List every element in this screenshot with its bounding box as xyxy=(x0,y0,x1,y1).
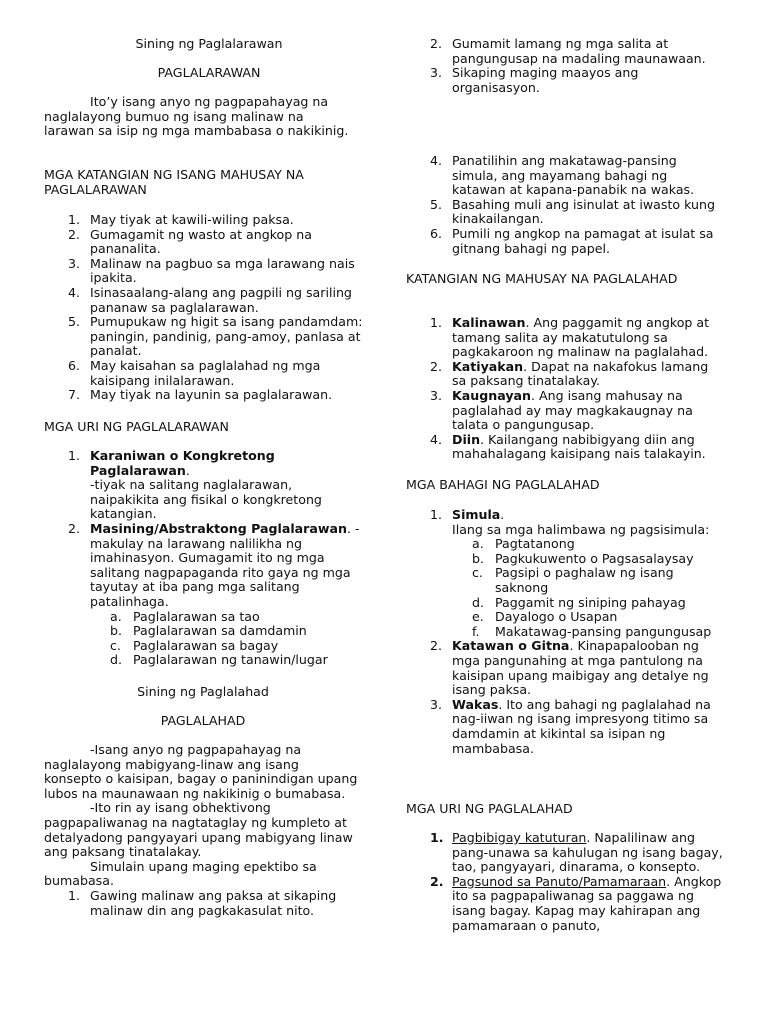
list-item: d. Paggamit ng siniping pahayag xyxy=(472,594,686,610)
title-sining-paglalahad: Sining ng Paglalahad xyxy=(137,684,269,699)
list-item: 4. Diin. Kailangang nabibigyang diin ang mahahalagang kaisipang nais talakayin. xyxy=(430,431,706,462)
heading-katangian-paglalarawan: MGA KATANGIAN NG ISANG MAHUSAY NA PAGLALARAWAN xyxy=(44,167,304,197)
list-item: 1. Kalinawan. Ang paggamit ng angkop at tamang salita ay makatutulong sa pagkakaroon ng malinaw na paglalahad. xyxy=(430,315,710,360)
list-item: 2. Katawan o Gitna. Kinapapalooban ng mga pangunahing at mga pantulong na kaisipan upang maibigay ang detalye ng isang paksa. xyxy=(430,638,709,698)
list-item: b. Pagkukuwento o Pagsasalaysay xyxy=(472,550,694,566)
paragraph: -Isang anyo ng pagpapahayag na naglalayong mabigyang-linaw ang isang konsepto o kaisipan, bagay o paninindigan upang lubos na maunawaan ng nakikinig o bumabasa. xyxy=(44,742,358,801)
bahagi-paglalahad-list xyxy=(406,508,726,756)
list-item: a. Pagtatanong xyxy=(472,536,575,552)
paragraph: Simulain upang maging epektibo sa bumabasa. xyxy=(44,858,317,889)
list-item: 2. Pagsunod sa Panuto/Pamamaraan. Angkop ito sa pagpapaliwanag sa paggawa ng isang bagay. Kapag may kahirapan ang pamamaraan o panuto, xyxy=(430,873,722,933)
simulain-list-cont-b xyxy=(406,154,724,256)
list-item: 1. Karaniwan o Kongkretong Paglalarawan. -tiyak na salitang naglalarawan, naipakikita ang fisikal o kongkretong katangian. xyxy=(68,448,322,522)
list-item: c. Paglalarawan sa bagay xyxy=(110,637,279,653)
heading-uri-paglalarawan: MGA URI NG PAGLALARAWAN xyxy=(44,419,229,434)
heading-katangian-paglalahad: KATANGIAN NG MAHUSAY NA PAGLALAHAD xyxy=(406,271,678,286)
list-item: 2. Masining/Abstraktong Paglalarawan. -makulay na larawang nalilikha ng imahinasyon. Gumagamit ito ng mga salitang nagpapaganda rito gaya ng mga tayutay at iba pang mga salitang patalinhaga. xyxy=(68,520,360,609)
list-item: 1. May tiyak at kawili-wiling paksa. xyxy=(68,212,294,227)
intro-paragraph: Ito’y isang anyo ng pagpapahayag na naglalayong bumuo ng isang malinaw na larawan sa isip ng mga mambabasa o nakikinig. xyxy=(44,94,349,139)
uri-paglalarawan-list xyxy=(44,449,362,668)
simulain-list-cont-a xyxy=(406,37,724,95)
list-item: 1. Gawing malinaw ang paksa at sikaping malinaw din ang pagkakasulat nito. xyxy=(68,887,337,918)
list-item: 1. Pagbibigay katuturan. Napalilinaw ang pang-unawa sa kahulugan ng isang bagay, tao, pangyayari, dinarama, o konsepto. xyxy=(430,830,723,875)
list-item: 3. Malinaw na pagbuo sa mga larawang nais ipakita. xyxy=(68,255,355,286)
katangian-list xyxy=(44,213,364,403)
list-item: 2. Katiyakan. Dapat na nakafokus lamang sa paksang tinatalakay. xyxy=(430,358,709,389)
heading-uri-paglalahad: MGA URI NG PAGLALAHAD xyxy=(406,801,573,816)
list-item: 1. Simula. Ilang sa mga halimbawa ng pagsisimula: xyxy=(430,507,710,537)
list-item: b. Paglalarawan sa damdamin xyxy=(110,623,307,639)
list-item: 6. May kaisahan sa paglalahad ng mga kaisipang inilalarawan. xyxy=(68,357,321,388)
list-item: 2. Gumagamit ng wasto at angkop na pananalita. xyxy=(68,226,312,257)
list-item: d. Paglalarawan ng tanawin/lugar xyxy=(110,652,328,668)
list-item: 4. Panatilihin ang makatawag-pansing simula, ang mayamang bahagi ng katawan at kapana-panabik na wakas. xyxy=(430,153,695,198)
list-item: 5. Basahing muli ang isinulat at iwasto kung kinakailangan. xyxy=(430,196,715,227)
list-item: f. Makatawag-pansing pangungusap xyxy=(472,623,712,639)
title-paglalarawan: PAGLALARAWAN xyxy=(157,65,261,80)
list-item: e. Dayalogo o Usapan xyxy=(472,609,618,625)
list-item: 7. May tiyak na layunin sa paglalarawan. xyxy=(68,387,333,403)
list-item: 3. Wakas. Ito ang bahagi ng paglalahad na nag-iiwan ng isang impresyong titimo sa damdamin at kikintal sa isipan ng mambabasa. xyxy=(430,696,711,756)
paragraph: -Ito rin ay isang obhektivong pagpapaliwanag na nagtataglay ng kumpleto at detalyadong pangyayari upang mabigyang linaw ang paksang tinatalakay. xyxy=(44,800,353,860)
title-sining-paglalarawan: Sining ng Paglalarawan xyxy=(135,36,283,51)
list-item: 5. Pumupukaw ng higit sa isang pandamdam: paningin, pandinig, pang-amoy, panlasa at panalat. xyxy=(68,314,363,359)
list-item: 4. Isinasaalang-alang ang pagpili ng sariling pananaw sa paglalarawan. xyxy=(68,284,352,315)
katangian-paglalahad-list xyxy=(406,316,726,462)
heading-bahagi-paglalahad: MGA BAHAGI NG PAGLALAHAD xyxy=(406,477,600,492)
paglalahad-body xyxy=(44,743,360,918)
list-item: 3. Sikaping maging maayos ang organisasyon. xyxy=(430,65,639,95)
list-item: a. Paglalarawan sa tao xyxy=(110,608,260,624)
list-item: 2. Gumamit lamang ng mga salita at pangungusap na madaling maunawaan. xyxy=(430,36,706,66)
title-paglalahad: PAGLALAHAD xyxy=(160,713,246,728)
list-item: 3. Kaugnayan. Ang isang mahusay na paglalahad ay may magkakaugnay na talata o pangungusap. xyxy=(430,387,693,433)
list-item: c. Pagsipi o paghalaw ng isang saknong xyxy=(472,565,674,595)
list-item: 6. Pumili ng angkop na pamagat at isulat sa gitnang bahagi ng papel. xyxy=(430,225,714,256)
uri-paglalahad-list xyxy=(406,831,726,933)
